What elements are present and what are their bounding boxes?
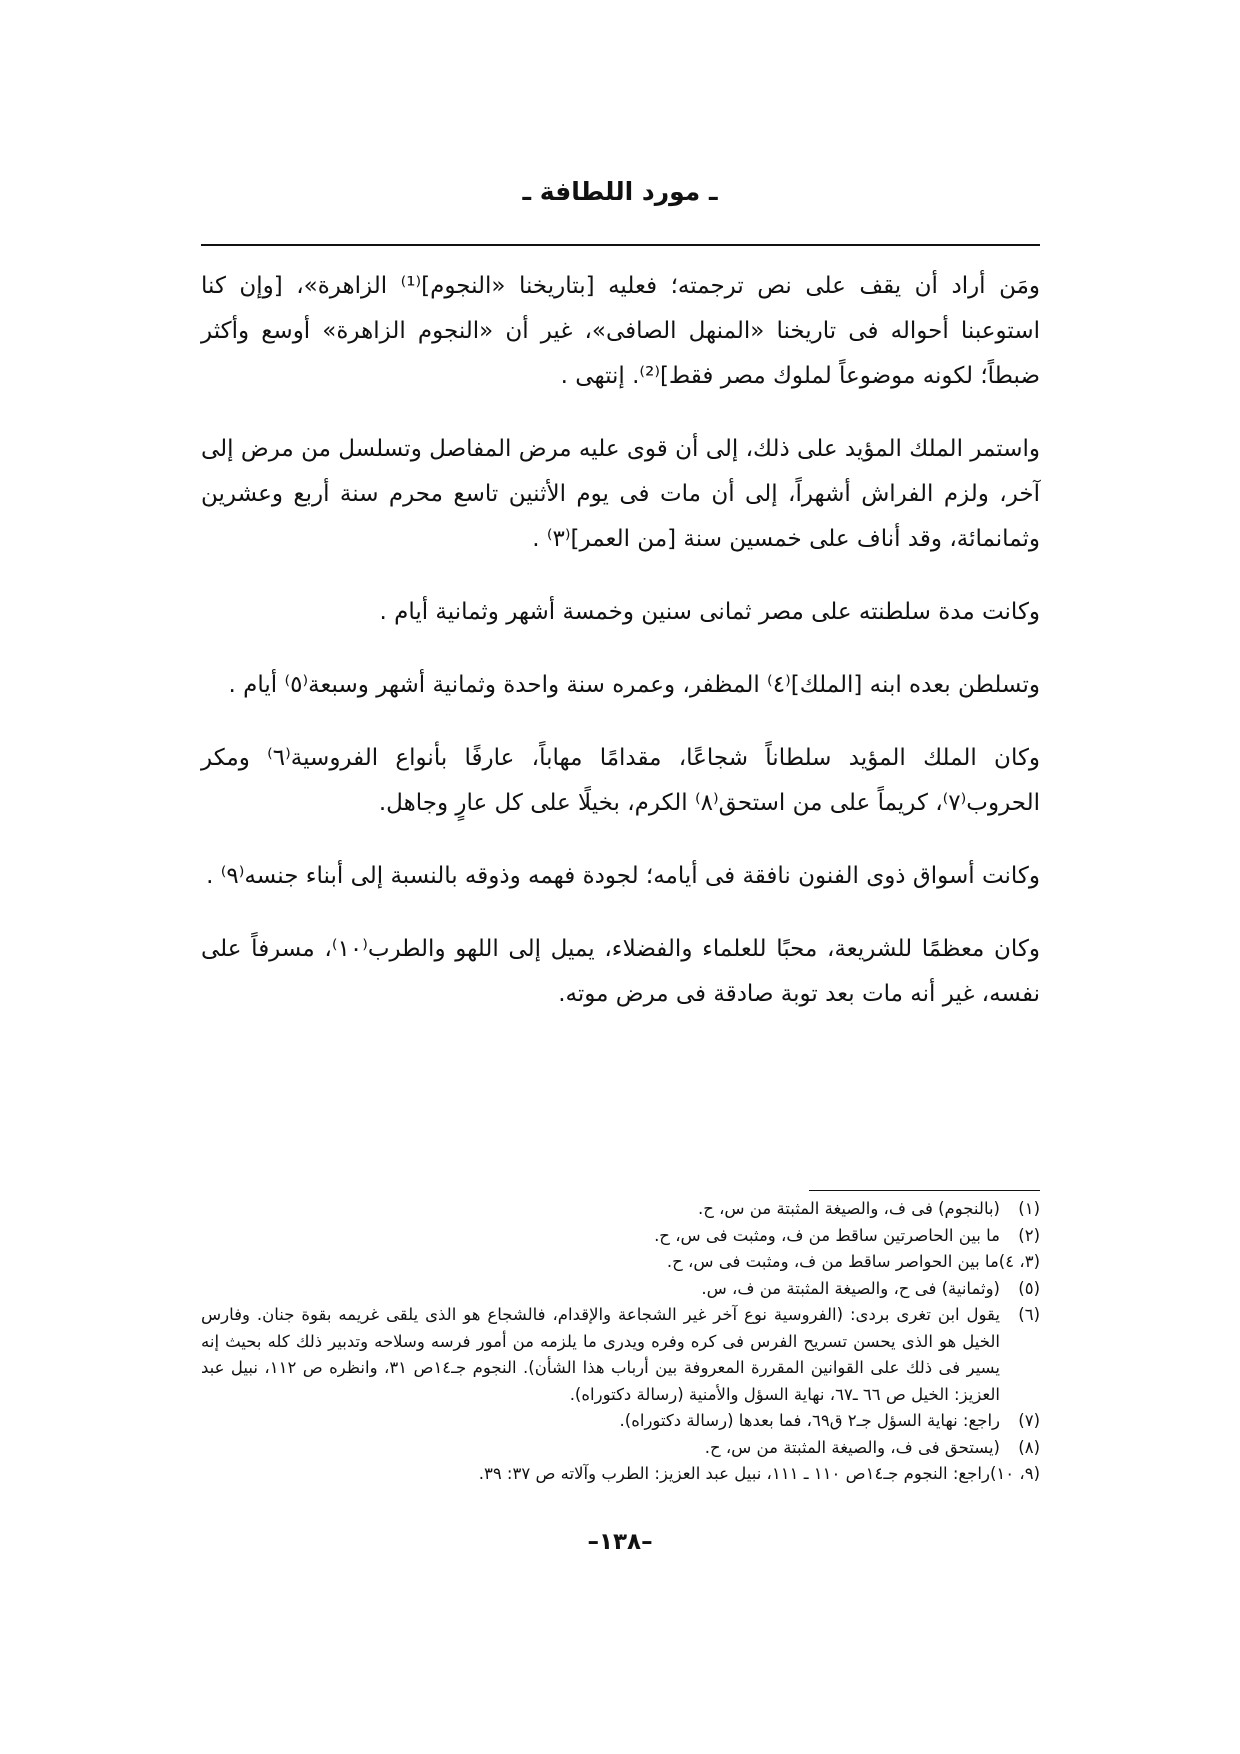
footnote-divider <box>809 1190 1040 1191</box>
running-header: ـ مورد اللطافة ـ <box>522 177 718 206</box>
footnote-number: (٦) <box>1018 1305 1040 1324</box>
footnote-number: (٩، ١٠) <box>989 1464 1040 1483</box>
footnote-text: (يستحق فى ف، والصيغة المثبتة من س، ح. <box>704 1437 1000 1457</box>
body-text <box>201 264 1040 1017</box>
footnote-9-10 <box>201 1461 1040 1488</box>
paragraph-5: وكان الملك المؤيد سلطاناً شجاعًا، مقدامًا مهاباً، عارفًا بأنواع الفروسية⁽٦⁾ ومكر الحروب⁽٧⁾، كريماً على من استحق⁽٨⁾ الكرم، بخيلًا على كل عارٍ وجاهل. <box>201 745 1041 816</box>
footnotes <box>201 1196 1040 1488</box>
page-number: –١٣٨– <box>587 1529 653 1555</box>
footnote-5 <box>201 1276 1040 1303</box>
footnote-number: (١) <box>1018 1199 1040 1218</box>
footnote-number: (٢) <box>1018 1225 1040 1245</box>
footnote-number: (٨) <box>1018 1437 1040 1457</box>
paragraph-2: واستمر الملك المؤيد على ذلك، إلى أن قوى عليه مرض المفاصل وتسلسل من مرض إلى آخر، ولزم الفراش أشهراً، إلى أن مات فى يوم الأثنين تاسع محرم سنة أربع وعشرين وثمانمائة، وقد أناف على خمسين سنة [من العمر]⁽٣⁾ . <box>201 436 1040 552</box>
footnote-text: يقول ابن تغرى بردى: (الفروسية نوع آخر غير الشجاعة والإقدام، فالشجاع هو الذى يلقى غريمه بقوة جنان. وفارس الخيل هو الذى يحسن تسريح الفرس فى كره وفره ويدرى ما يلزمه من أمور فرسه وسلاحه وتدبير ذلك كله بحيث إنه يسير فى ذلك على القوانين المقررة المعروفة بين أرباب هذا الشأن). النجوم جـ١٤ص ٣١، وانظره ص ١١٢، نبيل عبد العزيز: الخيل ص ٦٦ ـ٦٧، نهاية السؤل والأمنية (رسالة دكتوراه). <box>201 1305 1000 1404</box>
footnote-7 <box>201 1408 1040 1435</box>
footnote-text: (بالنجوم) فى ف، والصيغة المثبتة من س، ح. <box>697 1199 1000 1218</box>
footnote-text: (وثمانية) فى ح، والصيغة المثبتة من ف، س. <box>701 1278 1000 1298</box>
paragraph-1: ومَن أراد أن يقف على نص ترجمته؛ فعليه [بتاريخنا «النجوم]⁽¹⁾ الزاهرة»، [وإن كنا استوعبنا أحواله فى تاريخنا «المنهل الصافى»، غير أن «النجوم الزاهرة» أوسع وأكثر ضبطاً؛ لكونه موضوعاً لملوك مصر فقط]⁽²⁾. إنتهى . <box>201 273 1041 389</box>
paragraph-6: وكانت أسواق ذوى الفنون نافقة فى أيامه؛ لجودة فهمه وذوقه بالنسبة إلى أبناء جنسه⁽٩⁾ . <box>206 863 1040 889</box>
footnote-1 <box>201 1196 1040 1223</box>
footnote-text: راجع: النجوم جـ١٤ص ١١٠ ـ ١١١، نبيل عبد العزيز: الطرب وآلاته ص ٣٧: ٣٩. <box>478 1464 990 1483</box>
header-divider <box>201 244 1040 246</box>
footnote-6 <box>201 1302 1040 1408</box>
paragraph-7: وكان معظمًا للشريعة، محبًا للعلماء والفضلاء، يميل إلى اللهو والطرب⁽١٠⁾، مسرفاً على نفسه، غير أنه مات بعد توبة صادقة فى مرض موته. <box>201 936 1040 1007</box>
footnote-number: (٣، ٤) <box>998 1252 1040 1271</box>
footnote-text: ما بين الحواصر ساقط من ف، ومثبت فى س، ح. <box>666 1252 999 1271</box>
footnote-8 <box>201 1435 1040 1462</box>
footnote-text: راجع: نهاية السؤل جـ٢ ق٦٩، فما بعدها (رسالة دكتوراه). <box>619 1411 1000 1430</box>
paragraph-4: وتسلطن بعده ابنه [الملك]⁽٤⁾ المظفر، وعمره سنة واحدة وثمانية أشهر وسبعة⁽٥⁾ أيام . <box>228 672 1040 698</box>
paragraph-3: وكانت مدة سلطنته على مصر ثمانى سنين وخمسة أشهر وثمانية أيام . <box>379 599 1040 625</box>
footnote-3-4 <box>201 1249 1040 1276</box>
footnote-number: (٧) <box>1018 1411 1040 1430</box>
footnote-text: ما بين الحاصرتين ساقط من ف، ومثبت فى س، ح. <box>654 1225 1000 1245</box>
footnote-number: (٥) <box>1018 1278 1040 1298</box>
footnote-2 <box>201 1223 1040 1250</box>
